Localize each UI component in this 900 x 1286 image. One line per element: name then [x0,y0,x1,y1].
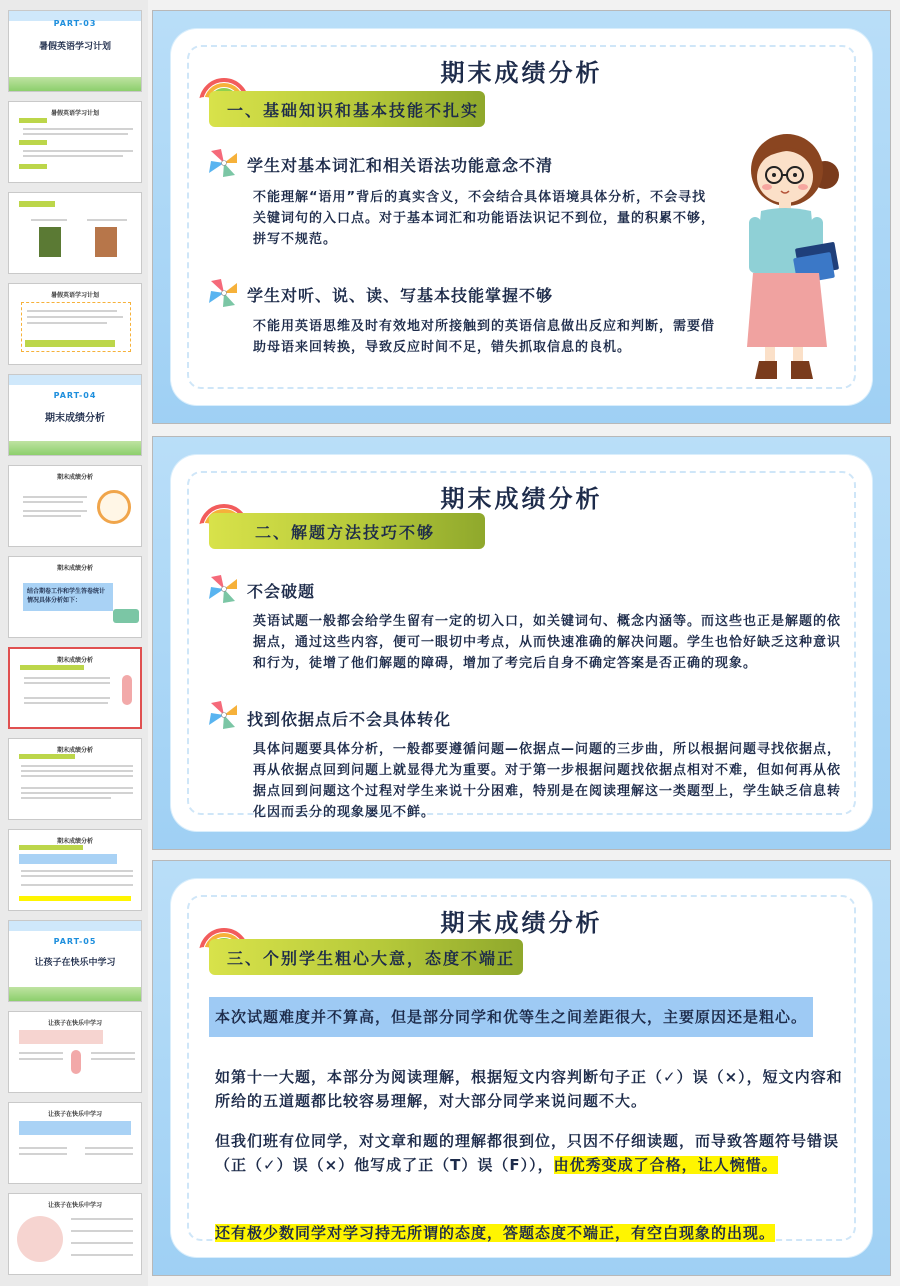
point-heading: 学生对基本词汇和相关语法功能意念不清 [247,156,554,175]
thumb-line [19,1147,67,1149]
pinwheel-icon [207,573,241,605]
thumb-line [23,501,83,503]
thumb-line [19,1052,63,1054]
thumb-title: 让孩子在快乐中学习 [34,958,116,968]
thumb-line [71,1218,133,1220]
thumb-circle [17,1216,63,1262]
section-banner: 三、个别学生粗心大意，态度不端正 [209,939,523,975]
thumb-line [21,870,133,872]
thumb-line [21,765,133,767]
thumb-line [27,322,107,324]
example-paragraph: 如第十一大题，本部分为阅读理解，根据短文内容判断句子正（✓）误（×），短文内容和所给的五道题都比较容易理解，对大部分同学来说问题不大。 [215,1068,843,1110]
thumb-book-cover [95,227,117,257]
thumb-girl-figure [122,675,132,705]
slide-thumbnail-rail [0,0,148,1286]
thumb-line [85,1147,133,1149]
slide-title: 期末成绩分析 [440,485,603,513]
slide-1[interactable] [152,10,891,424]
thumb-book-stack [113,609,139,623]
thumb-bar [20,665,84,670]
detail-highlight: 由优秀变成了合格，让人惋惜。 [553,1156,778,1174]
thumb-line [24,677,110,679]
thumb-part-label: PART-03 [53,19,97,28]
slide-thumbnail-4[interactable] [8,283,142,365]
thumb-clock [97,490,131,524]
point-heading: 找到依据点后不会具体转化 [247,710,452,729]
detail-text: 但我们班有位同学，对文章和题的理解都很到位，只因不仔细读题，而导致答题符号错误（正（✓）误（×）他写成了正（T）误（F））， [215,1132,840,1174]
thumb-line [27,316,123,318]
thumb-bar [19,164,47,169]
thumb-line [21,792,133,794]
thumb-line [71,1242,133,1244]
thumb-line [19,1058,63,1060]
pinwheel-icon [207,277,241,309]
thumb-line [23,133,128,135]
thumb-line [91,1058,135,1060]
thumb-bar [19,118,47,123]
thumb-grass [9,441,141,455]
slide-thumbnail-1[interactable] [8,10,142,92]
thumb-line [23,128,133,130]
thumb-grass [9,987,141,1001]
slide-thumbnail-8[interactable] [8,647,142,729]
thumb-yellow-bar [19,896,131,901]
attitude-highlight: 还有极少数同学对学习持无所谓的态度，答题态度不端正，有空白现象的出现。 [215,1224,776,1242]
thumb-title: 期末成绩分析 [56,474,93,481]
thumb-line [21,884,133,886]
slide-thumbnail-11[interactable] [8,920,142,1002]
thumb-sky [9,921,141,931]
thumb-title: 暑假英语学习计划 [50,292,99,299]
thumb-title: 让孩子在快乐中学习 [47,1111,102,1118]
slide-title: 期末成绩分析 [440,59,603,87]
girl-with-books-illustration [737,115,855,385]
thumb-title: 让孩子在快乐中学习 [47,1202,102,1209]
slide-thumbnail-9[interactable] [8,738,142,820]
pinwheel-icon [207,699,241,731]
slide-thumbnail-14[interactable] [8,1193,142,1275]
thumb-line [31,219,67,221]
thumb-line [24,682,110,684]
thumb-line [21,797,111,799]
thumb-blue-box: 结合期卷工作和学生答卷统计情况具体分析如下： [23,583,113,611]
thumb-line [19,1153,67,1155]
thumb-title: 让孩子在快乐中学习 [47,1020,102,1027]
thumb-title: 期末成绩分析 [45,413,105,424]
thumb-line [27,310,117,312]
thumb-title: 暑假英语学习计划 [50,110,99,117]
pinwheel-icon [207,147,241,179]
point-body: 英语试题一般都会给学生留有一定的切入口，如关键词句、概念内涵等。而这些也正是解题的依据点，通过这些内容，便可一眼切中考点，从而快速准确的解决问题。学生也恰好缺乏这种意识和行为，徒增了他们解题的障碍，增加了考完后自身不确定答案是否正确的现象。 [253,614,842,671]
slide-thumbnail-6[interactable] [8,465,142,547]
thumb-book-cover [39,227,61,257]
thumb-line [21,875,133,877]
point-heading: 不会破题 [247,582,316,601]
thumb-line [87,219,127,221]
thumb-title: 暑假英语学习计划 [38,42,111,52]
attitude-paragraph [215,1221,865,1245]
slide-thumbnail-5[interactable] [8,374,142,456]
thumb-title: 期末成绩分析 [56,747,93,754]
thumb-pink-box [19,1030,103,1044]
thumb-part-label: PART-04 [53,391,97,400]
thumb-line [21,787,133,789]
slide-thumbnail-2[interactable] [8,101,142,183]
point-heading: 学生对听、说、读、写基本技能掌握不够 [247,286,554,305]
slide-thumbnail-12[interactable] [8,1011,142,1093]
slide-thumbnail-13[interactable] [8,1102,142,1184]
thumb-bar [19,140,47,145]
point-body: 不能用英语思维及时有效地对所接触到的英语信息做出反应和判断，需要借助母语来回转换，导致反应时间不足，错失抓取信息的良机。 [253,319,716,355]
thumb-line [71,1254,133,1256]
thumb-line [23,150,133,152]
thumb-line [24,697,110,699]
thumb-sky [9,375,141,385]
thumb-title: 期末成绩分析 [56,565,93,572]
thumb-line [23,515,81,517]
thumb-title: 期末成绩分析 [56,838,93,845]
thumb-line [91,1052,135,1054]
thumb-bar [19,754,75,759]
section-banner: 二、解题方法技巧不够 [209,513,485,549]
section-banner: 一、基础知识和基本技能不扎实 [209,91,485,127]
point-body: 不能理解“语用”背后的真实含义，不会结合具体语境具体分析，不会寻找关键词句的入口点。对于基本词汇和功能语法识记不到位，量的积累不够，拼写不规范。 [253,190,716,247]
thumb-blue-box [19,1121,131,1135]
thumb-bar [19,845,83,850]
thumb-bar [25,340,115,347]
thumb-line [71,1230,133,1232]
thumb-line [85,1153,133,1155]
thumb-line [24,702,108,704]
slide-title: 期末成绩分析 [440,909,603,937]
thumb-bar [19,201,55,207]
thumb-line [21,775,133,777]
slide-3[interactable] [152,860,891,1276]
thumb-figure [71,1050,81,1074]
thumb-line [21,770,133,772]
thumb-blue-box [19,854,117,864]
thumb-part-label: PART-05 [53,937,97,946]
slide-2[interactable] [152,436,891,850]
slide-thumbnail-3[interactable] [8,192,142,274]
key-finding-highlight: 本次试题难度并不算高，但是部分同学和优等生之间差距很大，主要原因还是粗心。 [209,997,813,1037]
point-body: 具体问题要具体分析，一般都要遵循问题—依据点—问题的三步曲，所以根据问题寻找依据点，再从依据点回到问题上就显得尤为重要。对于第一步根据问题找依据点相对不难，但如何再从依据点回到问题这个过程对学生来说十分困难，特别是在阅读理解这一类题型上，学生缺乏信息转化因而丢分的现象屡见不鲜。 [253,742,842,820]
thumb-line [23,155,123,157]
slide-thumbnail-10[interactable] [8,829,142,911]
slide-thumbnail-7[interactable] [8,556,142,638]
thumb-line [23,496,87,498]
thumb-title: 期末成绩分析 [56,657,93,664]
thumb-line [23,510,87,512]
detail-paragraph [215,1129,855,1177]
thumb-grass [9,77,141,91]
